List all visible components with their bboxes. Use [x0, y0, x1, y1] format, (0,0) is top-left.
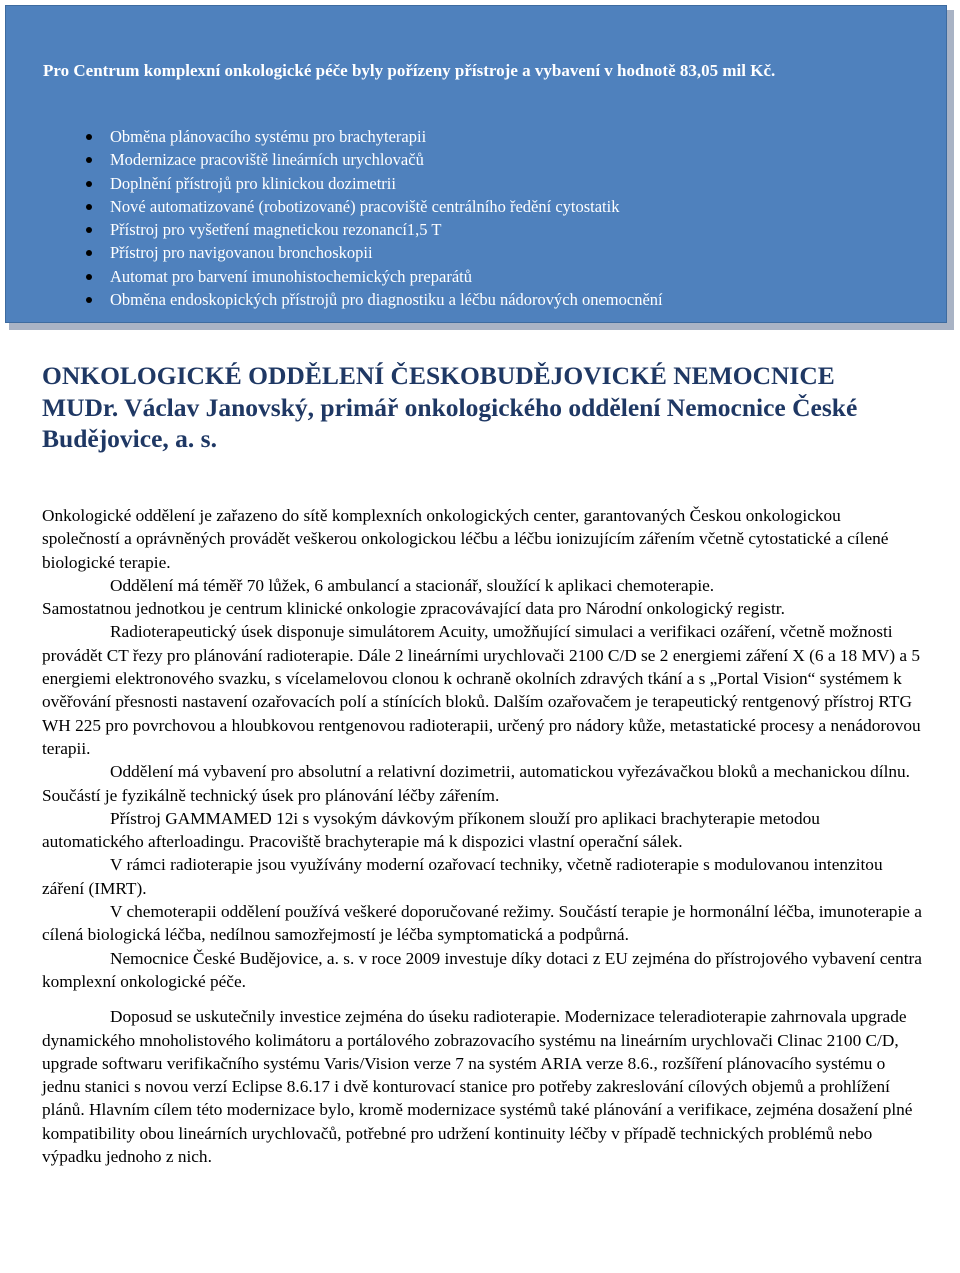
bullet-icon	[86, 157, 92, 163]
list-item	[6, 195, 663, 218]
callout-title: Pro Centrum komplexní onkologické péče byly pořízeny přístroje a vybavení v hodnotě 83,05 mil Kč.	[43, 61, 776, 80]
paragraph: V rámci radioterapie jsou využívány moderní ozařovací techniky, včetně radioterapie s modulovanou intenzitou záření (IMRT).	[42, 855, 883, 898]
list-item-text: Obměna endoskopických přístrojů pro diagnostiku a léčbu nádorových onemocnění	[110, 290, 663, 310]
paragraph: Nemocnice České Budějovice, a. s. v roce 2009 investuje díky dotaci z EU zejména do přístrojového vybavení centra komplexní onkologické péče.	[42, 948, 922, 991]
list-item	[6, 218, 663, 241]
equipment-list	[6, 125, 663, 311]
bullet-icon	[86, 250, 92, 256]
list-item	[6, 265, 663, 288]
paragraph: Samostatnou jednotkou je centrum klinické onkologie zpracovávající data pro Národní onkologický registr.	[42, 599, 785, 619]
list-item	[6, 241, 663, 264]
list-item	[6, 148, 663, 171]
paragraph: V chemoterapii oddělení používá veškeré doporučované režimy. Součástí terapie je hormonální léčba, imunoterapie a cílená biologická léčba, nedílnou samozřejmostí je léčba symptomatická a podpůrná.	[42, 902, 922, 945]
paragraph: Oddělení má téměř 70 lůžek, 6 ambulancí a stacionář, sloužící k aplikaci chemoterapie.	[110, 575, 715, 595]
list-item	[6, 125, 663, 148]
list-item-text: Nové automatizované (robotizované) pracoviště centrálního ředění cytostatik	[110, 196, 620, 216]
list-item-text: Přístroj pro vyšetření magnetickou rezonancí1,5 T	[110, 220, 442, 240]
paragraph: Přístroj GAMMAMED 12i s vysokým dávkovým příkonem slouží pro aplikaci brachyterapie metodou automatického afterloadingu. Pracoviště brachyterapie má k dispozici vlastní operační sálek.	[42, 808, 820, 852]
paragraph: Onkologické oddělení je zařazeno do sítě komplexních onkologických center, garantovaných Českou onkologickou společností a oprávněných provádět veškerou onkologickou léčbu a léčbu ionizujícím zářením včetně cytostatické a cílené biologické terapie.	[42, 506, 889, 572]
list-item-text: Obměna plánovacího systému pro brachyterapii	[110, 127, 427, 146]
bullet-icon	[86, 297, 92, 303]
author-line: MUDr. Václav Janovský, primář onkologického oddělení Nemocnice České Budějovice, a. s.	[42, 392, 858, 453]
paragraph: Radioterapeutický úsek disponuje simulátorem Acuity, umožňující simulaci a verifikaci ozáření, včetně možnosti provádět CT řezy pro plánování radioterapie. Dále 2 lineárními urychlovači 2100 C/D se 2 energiemi záření X (6 a 18 MV) a 5 energiemi elektronového svazku, s vícelamelovou clonou k ochraně okolních zdravých tkání a s „Portal Vision“ systémem k ověřování přesnosti nastavení ozařovacích polí a stínících bloků. Dalším ozařovačem je terapeutický rentgenový přístroj RTG WH 225 pro povrchovou a hloubkovou rentgenovou radioterapii, určený pro nádory kůže, metastatické procesy a nenádorovou terapii.	[42, 622, 921, 758]
bullet-icon	[86, 227, 92, 233]
section-heading	[42, 360, 922, 455]
equipment-callout-box	[5, 5, 947, 323]
list-item-text: Automat pro barvení imunohistochemických preparátů	[110, 266, 472, 286]
department-title: ONKOLOGICKÉ ODDĚLENÍ ČESKOBUDĚJOVICKÉ NEMOCNICE	[42, 361, 835, 390]
bullet-icon	[86, 134, 92, 140]
bullet-icon	[86, 274, 92, 280]
bullet-icon	[86, 204, 92, 210]
list-item	[6, 172, 663, 195]
paragraph: Oddělení má vybavení pro absolutní a relativní dozimetrii, automatickou vyřezávačkou bloků a mechanickou dílnu. Součástí je fyzikálně technický úsek pro plánování léčby zářením.	[42, 762, 910, 805]
list-item-text: Modernizace pracoviště lineárních urychlovačů	[110, 150, 424, 170]
article-body	[42, 504, 922, 1168]
list-item-text: Přístroj pro navigovanou bronchoskopii	[110, 243, 373, 263]
list-item	[6, 288, 663, 311]
paragraph: Doposud se uskutečnily investice zejména do úseku radioterapie. Modernizace teleradioterapie zahrnovala upgrade dynamického mnoholistového kolimátoru a portálového zobrazovacího systému na lineárním urychlovači Clinac 2100 C/D, upgrade softwaru verifikačního systému Varis/Vision verze 7 na systém ARIA verze 8.6., rozšíření plánovacího systému o jednu stanici s novou verzí Eclipse 8.6.17 i dvě konturovací stanice pro potřeby zakreslování cílových objemů a prohlížení plánů. Hlavním cílem této modernizace bylo, kromě modernizace systémů také plánování a verifikace, zejména dosažení plné kompatibility obou lineárních urychlovačů, potřebné pro udržení kontinuity léčby v případě technických problémů nebo výpadku jednoho z nich.	[42, 1007, 913, 1167]
bullet-icon	[86, 181, 92, 187]
list-item-text: Doplnění přístrojů pro klinickou dozimetrii	[110, 173, 396, 193]
